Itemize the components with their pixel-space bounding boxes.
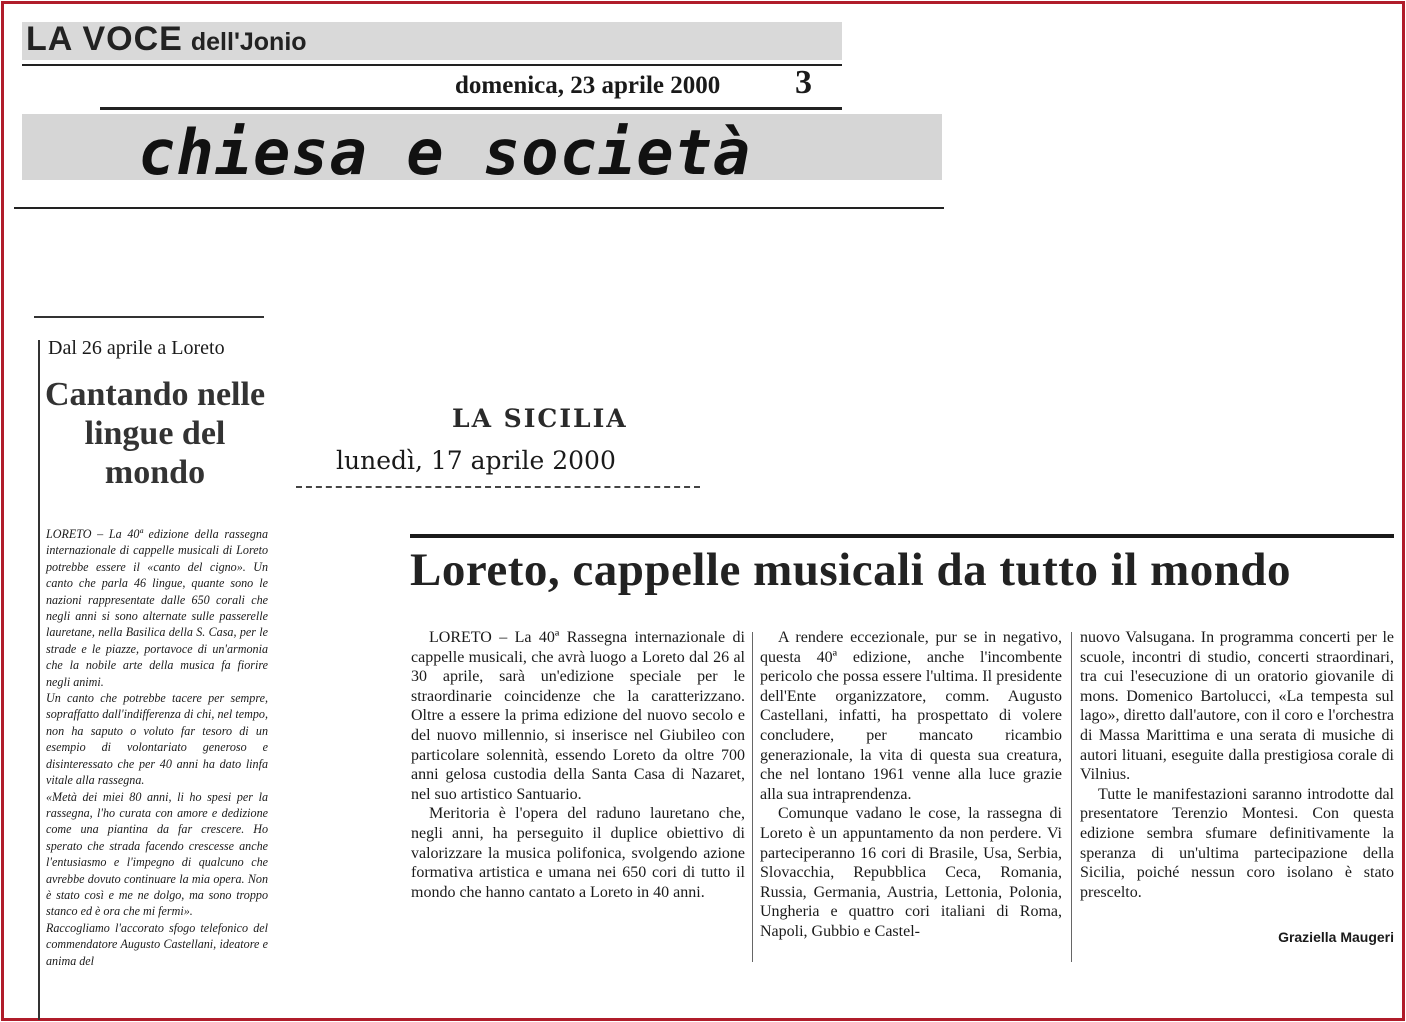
source-date: lunedì, 17 aprile 2000 <box>336 446 616 475</box>
article-paragraph: LORETO – La 40ª Rassegna internazionale di cappelle musicali, che avrà luogo a Loreto dal 26 al 30 aprile, sarà un'edizione speciale per le straordinarie coincidenze che la caratterizzano. Oltre a essere la prima edizione del nuovo secolo e del nuovo millennio, si inserisce nel Giubileo con particolare solennità, essendo Loreto da oltre 700 anni gelosa custodia della Santa Casa di Nazaret, nel suo artistico Santuario. <box>411 629 745 803</box>
issue-date: domenica, 23 aprile 2000 <box>455 72 721 99</box>
article-headline: Loreto, cappelle musicali da tutto il mondo <box>410 544 1291 596</box>
article-column-1 <box>411 628 745 902</box>
article-column-2 <box>760 628 1062 942</box>
page-number: 3 <box>795 64 812 101</box>
article-top-rule <box>410 534 1394 538</box>
masthead-rule <box>100 107 842 110</box>
article-paragraph: Comunque vadano le cose, la rassegna di Loreto è un appuntamento da non perdere. Vi parteciperanno 16 cori di Brasile, Usa, Serbia, Slovacchia, Repubblica Ceca, Romania, Russia, Germania, Austria, Lettonia, Polonia, Ungheria e quattro cori italiani di Roma, Napoli, Gubbio e Castel- <box>760 805 1062 940</box>
logo-main: LA VOCE <box>26 20 183 58</box>
article-paragraph: Tutte le manifestazioni saranno introdotte dal presentatore Terenzio Montesi. Con questa edizione sembra sfumare definitivamente la speranza di un'ultima partecipazione della Sicilia, poiché nessun coro isolano è stato prescelto. <box>1080 785 1394 901</box>
sidebar-paragraph: Raccogliamo l'accorato sfogo telefonico del commendatore Augusto Castellani, ideatore e anima del <box>46 920 268 968</box>
sidebar-paragraph: «Metà dei miei 80 anni, li ho spesi per la rassegna, l'ho curata con amore e dedizione come una piantina da far crescere. Ho sperato che strada facendo crescesse anche l'entusiasmo e l'impegno di qualcuno che avrebbe dovuto continuare la mia opera. Non è stato così e me ne dolgo, ma sono troppo stanco ed è ora che mi fermi». <box>46 789 268 919</box>
source-paper-name: LA SICILIA <box>452 404 628 433</box>
column-separator <box>1071 632 1072 962</box>
sidebar-kicker: Dal 26 aprile a Loreto <box>48 337 225 359</box>
column-separator <box>752 632 753 962</box>
section-title: chiesa e società <box>138 116 752 189</box>
article-paragraph: A rendere eccezionale, pur se in negativo, questa 40ª edizione, anche l'incombente pericolo che possa essere l'ultima. Il presidente dell'Ente organizzatore, comm. Augusto Castellani, infatti, ha prospettato di volere concludere, per mancato ricambio generazionale, la vita di questa sua creatura, che nel lontano 1961 venne alla luce grazie alla sua intraprendenza. <box>760 629 1062 803</box>
sidebar-body <box>46 526 268 969</box>
article-byline: Graziella Maugeri <box>1278 929 1394 945</box>
article-paragraph: Meritoria è l'opera del raduno lauretano che, negli anni, ha perseguito il duplice obiettivo di valorizzare la musica polifonica, svolgendo azione formativa artistica e umana nei 650 cori di tutto il mondo che hanno cantato a Loreto in 40 anni. <box>411 805 745 901</box>
sidebar-paragraph: LORETO – La 40ª edizione della rassegna internazionale di cappelle musicali di Loreto potrebbe essere il «canto del cigno». Un canto che parla 46 lingue, quante sono le nazioni rappresentate dalle 650 corali che negli anni si sono alternate sulle passerelle lauretane, nella Basilica della S. Casa, per le strade e le piazze, portavoce di un'armonia che la nobile arte della musica fa fiorire negli animi. <box>46 527 268 689</box>
sidebar-top-rule <box>34 316 264 318</box>
source-dashed-rule <box>296 486 700 488</box>
article-paragraph: nuovo Valsugana. In programma concerti per le scuole, incontri di studio, concerti straordinari, tra cui l'esecuzione di un oratorio giovanile di mons. Domenico Bartolucci, «La tempesta sul lago», diretto dall'autore, con il coro e l'orchestra di Massa Marittima e una serata di musiche di autori lituani, eseguite dalla prestigiosa corale di Vilnius. <box>1080 629 1394 784</box>
sidebar-paragraph: Un canto che potrebbe tacere per sempre, sopraffatto dall'indifferenza di chi, nel tempo, non ha saputo o voluto far tesoro di un esempio di volontariato generoso e disinteressato che per 40 anni ha dato linfa vitale alla rassegna. <box>46 691 268 788</box>
logo-sub: dell'Jonio <box>190 28 307 56</box>
sidebar-headline: Cantando nelle lingue del mondo <box>44 376 266 492</box>
masthead-rule <box>14 207 944 209</box>
article-column-3 <box>1080 628 1394 902</box>
masthead-logo <box>26 20 307 59</box>
masthead-rule <box>22 64 842 66</box>
